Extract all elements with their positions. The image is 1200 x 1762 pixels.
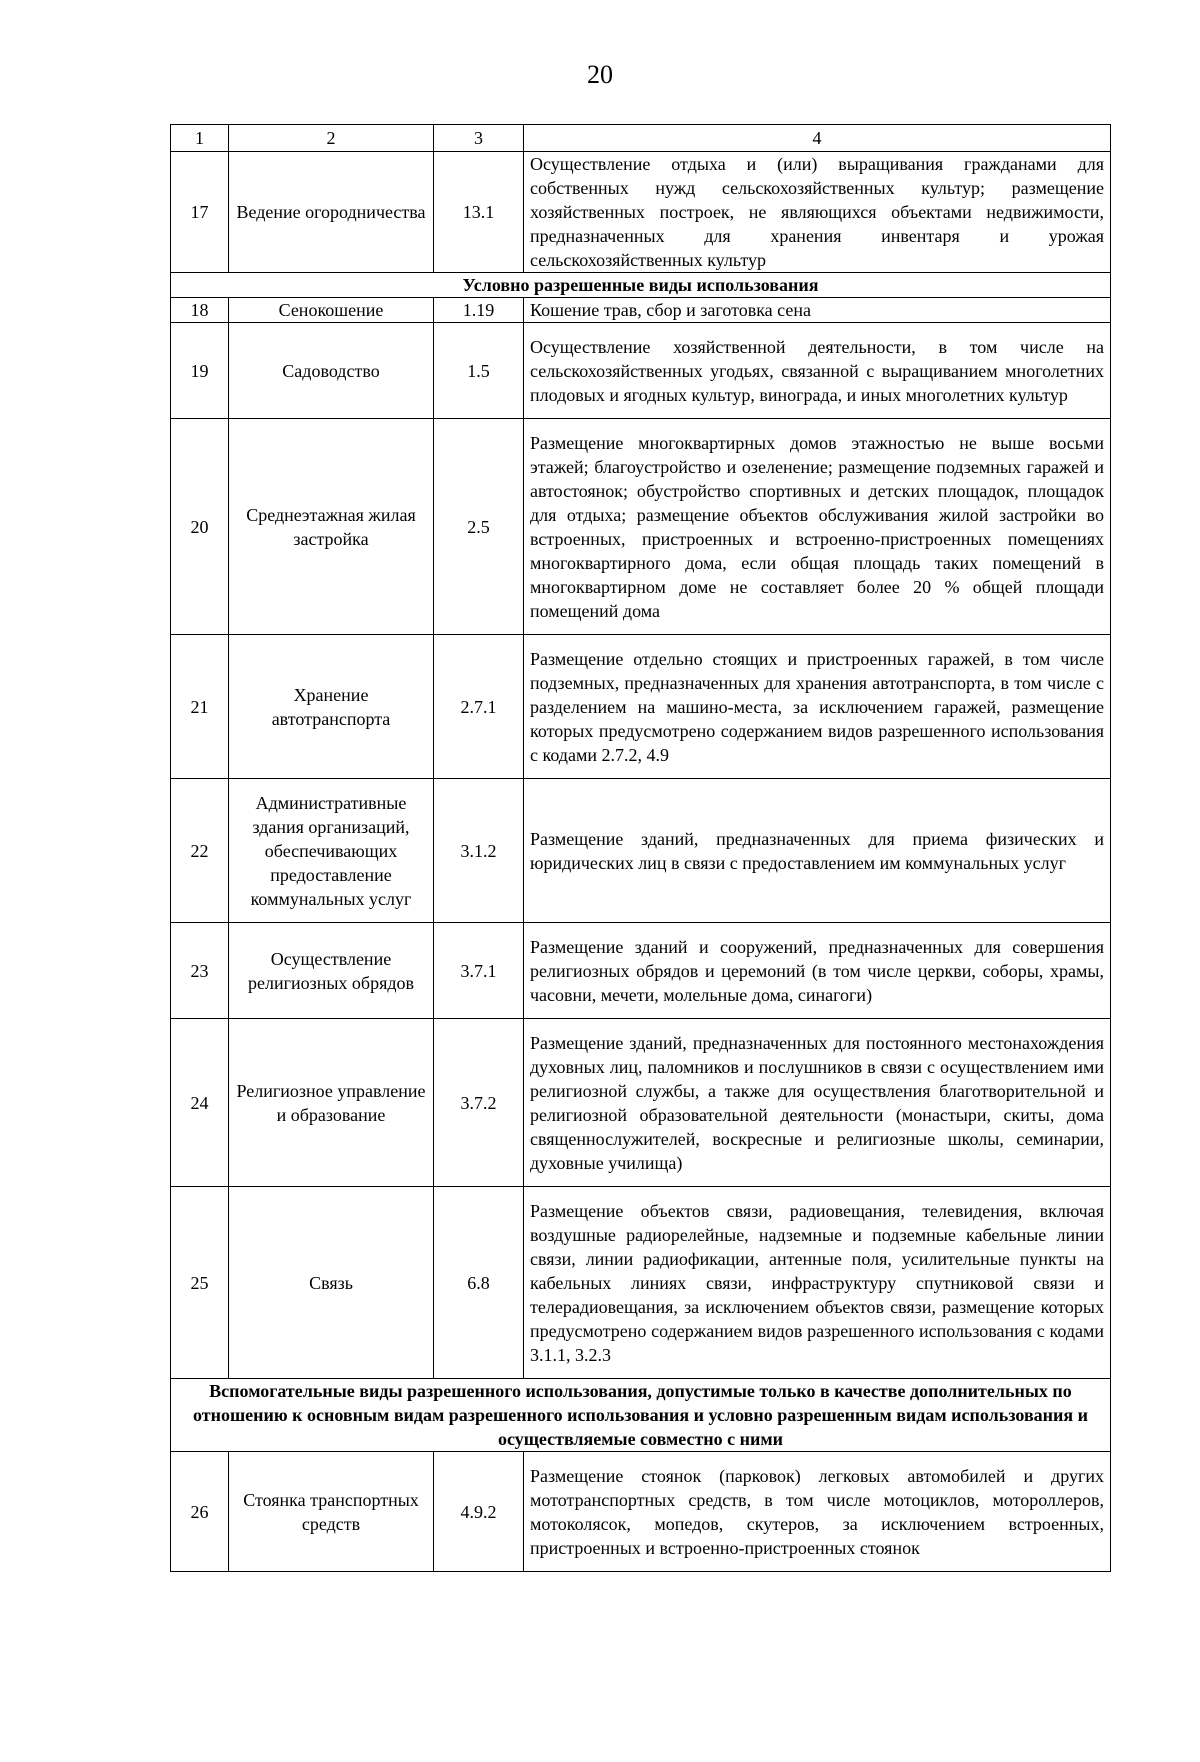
use-description: Размещение зданий, предназначенных для приема физических и юридических лиц в связи с предоставлением им коммунальных услуг — [524, 779, 1111, 923]
use-description: Размещение зданий и сооружений, предназначенных для совершения религиозных обрядов и церемоний (в том числе церкви, соборы, храмы, часовни, мечети, молельные дома, синагоги) — [524, 923, 1111, 1019]
use-code: 13.1 — [434, 152, 524, 273]
use-description: Размещение отдельно стоящих и пристроенных гаражей, в том числе подземных, предназначенных для хранения автотранспорта, в том числе с разделением на машино-места, за исключением гаражей, размещение которых предусмотрено содержанием видов разрешенного использования с кодами 2.7.2, 4.9 — [524, 635, 1111, 779]
use-description: Размещение зданий, предназначенных для постоянного местонахождения духовных лиц, паломников и послушников в связи с осуществлением ими религиозной службы, а также для осуществления благотворительной и религиозной образовательной деятельности (монастыри, скиты, дома священнослужителей, воскресные и религиозные школы, семинарии, духовные училища) — [524, 1019, 1111, 1187]
table-row — [171, 323, 1111, 419]
column-number: 4 — [524, 125, 1111, 152]
use-name: Административные здания организаций, обеспечивающих предоставление коммунальных услуг — [229, 779, 434, 923]
use-description: Осуществление отдыха и (или) выращивания гражданами для собственных нужд сельскохозяйственных культур; размещение хозяйственных построек, не являющихся объектами недвижимости, предназначенных для хранения инвентаря и урожая сельскохозяйственных культур — [524, 152, 1111, 273]
use-name: Связь — [229, 1187, 434, 1379]
section-title-auxiliary: Вспомогательные виды разрешенного использования, допустимые только в качестве дополнительных по отношению к основным видам разрешенного использования и условно разрешенным видам использования и осуществляемые совместно с ними — [171, 1379, 1111, 1452]
page-number: 20 — [587, 60, 613, 89]
use-description: Осуществление хозяйственной деятельности, в том числе на сельскохозяйственных угодьях, связанной с выращиванием многолетних плодовых и ягодных культур, винограда, и иных многолетних культур — [524, 323, 1111, 419]
row-number: 23 — [171, 923, 229, 1019]
section-title-conditional: Условно разрешенные виды использования — [171, 273, 1111, 298]
column-number-row — [171, 125, 1111, 152]
table-row — [171, 1019, 1111, 1187]
row-number: 22 — [171, 779, 229, 923]
use-name: Среднеэтажная жилая застройка — [229, 419, 434, 635]
row-number: 19 — [171, 323, 229, 419]
row-number: 25 — [171, 1187, 229, 1379]
table-row — [171, 298, 1111, 323]
row-number: 18 — [171, 298, 229, 323]
use-name: Стоянка транспортных средств — [229, 1452, 434, 1572]
table-row — [171, 1452, 1111, 1572]
row-number: 17 — [171, 152, 229, 273]
use-code: 1.19 — [434, 298, 524, 323]
use-name: Садоводство — [229, 323, 434, 419]
use-name: Сенокошение — [229, 298, 434, 323]
table-row — [171, 779, 1111, 923]
use-name: Ведение огородничества — [229, 152, 434, 273]
use-name: Хранение автотранспорта — [229, 635, 434, 779]
use-code: 1.5 — [434, 323, 524, 419]
row-number: 21 — [171, 635, 229, 779]
table-row — [171, 1187, 1111, 1379]
table-row — [171, 419, 1111, 635]
use-code: 3.7.2 — [434, 1019, 524, 1187]
use-code: 2.5 — [434, 419, 524, 635]
use-description: Размещение многоквартирных домов этажностью не выше восьми этажей; благоустройство и озеленение; размещение подземных гаражей и автостоянок; обустройство спортивных и детских площадок, площадок для отдыха; размещение объектов обслуживания жилой застройки во встроенных, пристроенных и встроенно-пристроенных помещениях многоквартирного дома, если общая площадь таких помещений в многоквартирном доме не составляет более 20 % общей площади помещений дома — [524, 419, 1111, 635]
row-number: 24 — [171, 1019, 229, 1187]
use-description: Размещение стоянок (парковок) легковых автомобилей и других мототранспортных средств, в том числе мотоциклов, мотороллеров, мотоколясок, мопедов, скутеров, за исключением встроенных, пристроенных и встроенно-пристроенных стоянок — [524, 1452, 1111, 1572]
table-row — [171, 635, 1111, 779]
use-description: Кошение трав, сбор и заготовка сена — [524, 298, 1111, 323]
use-code: 3.1.2 — [434, 779, 524, 923]
row-number: 26 — [171, 1452, 229, 1572]
use-name: Осуществление религиозных обрядов — [229, 923, 434, 1019]
use-description: Размещение объектов связи, радиовещания, телевидения, включая воздушные радиорелейные, надземные и подземные кабельные линии связи, линии радиофикации, антенные поля, усилительные пункты на кабельных линиях связи, инфраструктуру спутниковой связи и телерадиовещания, за исключением объектов связи, размещение которых предусмотрено содержанием видов разрешенного использования с кодами 3.1.1, 3.2.3 — [524, 1187, 1111, 1379]
row-number: 20 — [171, 419, 229, 635]
use-code: 3.7.1 — [434, 923, 524, 1019]
use-code: 2.7.1 — [434, 635, 524, 779]
use-code: 4.9.2 — [434, 1452, 524, 1572]
section-row — [171, 1379, 1111, 1452]
column-number: 1 — [171, 125, 229, 152]
table-row — [171, 923, 1111, 1019]
use-code: 6.8 — [434, 1187, 524, 1379]
land-use-table — [170, 124, 1111, 1572]
table-row — [171, 152, 1111, 273]
column-number: 2 — [229, 125, 434, 152]
use-name: Религиозное управление и образование — [229, 1019, 434, 1187]
section-row — [171, 273, 1111, 298]
column-number: 3 — [434, 125, 524, 152]
